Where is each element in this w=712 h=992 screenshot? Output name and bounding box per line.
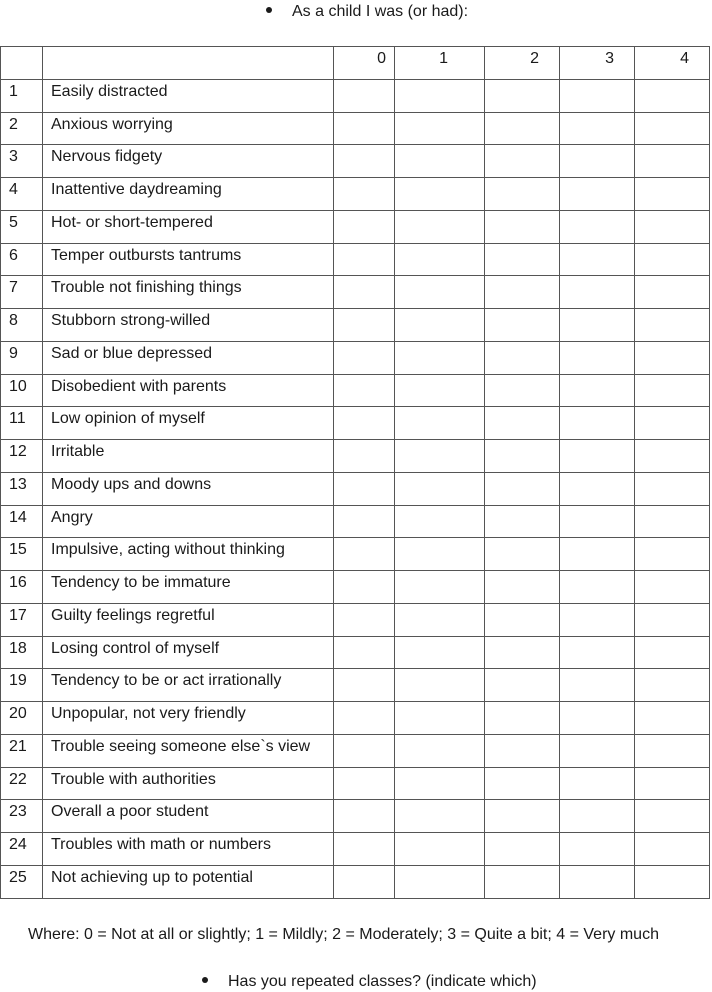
score-cell-0[interactable] bbox=[334, 374, 395, 407]
score-cell-3[interactable] bbox=[560, 210, 635, 243]
score-cell-4[interactable] bbox=[635, 341, 710, 374]
score-cell-0[interactable] bbox=[334, 440, 395, 473]
score-cell-3[interactable] bbox=[560, 669, 635, 702]
score-cell-2[interactable] bbox=[485, 407, 560, 440]
score-cell-3[interactable] bbox=[560, 800, 635, 833]
score-cell-0[interactable] bbox=[334, 79, 395, 112]
score-cell-2[interactable] bbox=[485, 440, 560, 473]
score-cell-3[interactable] bbox=[560, 309, 635, 342]
row-number: 11 bbox=[1, 407, 43, 440]
section-heading bbox=[266, 2, 468, 22]
table-row bbox=[1, 178, 710, 211]
row-item-label: Stubborn strong-willed bbox=[43, 309, 334, 342]
row-item-label: Moody ups and downs bbox=[43, 472, 334, 505]
score-cell-0[interactable] bbox=[334, 145, 395, 178]
row-item-label: Angry bbox=[43, 505, 334, 538]
score-cell-1[interactable] bbox=[395, 178, 485, 211]
row-item-label: Inattentive daydreaming bbox=[43, 178, 334, 211]
score-cell-3[interactable] bbox=[560, 276, 635, 309]
table-header-row bbox=[1, 47, 710, 80]
table-row bbox=[1, 505, 710, 538]
row-number: 15 bbox=[1, 538, 43, 571]
score-cell-0[interactable] bbox=[334, 702, 395, 735]
table-row bbox=[1, 145, 710, 178]
score-cell-3[interactable] bbox=[560, 538, 635, 571]
row-item-label: Troubles with math or numbers bbox=[43, 833, 334, 866]
header-num-cell bbox=[1, 47, 43, 80]
score-cell-1[interactable] bbox=[395, 374, 485, 407]
row-item-label: Impulsive, acting without thinking bbox=[43, 538, 334, 571]
row-number: 23 bbox=[1, 800, 43, 833]
row-number: 5 bbox=[1, 210, 43, 243]
row-number: 1 bbox=[1, 79, 43, 112]
score-cell-1[interactable] bbox=[395, 210, 485, 243]
score-cell-0[interactable] bbox=[334, 636, 395, 669]
row-number: 7 bbox=[1, 276, 43, 309]
table-row bbox=[1, 341, 710, 374]
row-item-label: Trouble seeing someone else`s view bbox=[43, 734, 334, 767]
score-cell-1[interactable] bbox=[395, 636, 485, 669]
score-cell-1[interactable] bbox=[395, 112, 485, 145]
row-number: 2 bbox=[1, 112, 43, 145]
row-item-label: Nervous fidgety bbox=[43, 145, 334, 178]
score-cell-2[interactable] bbox=[485, 309, 560, 342]
score-cell-1[interactable] bbox=[395, 243, 485, 276]
score-cell-2[interactable] bbox=[485, 79, 560, 112]
score-cell-0[interactable] bbox=[334, 865, 395, 898]
score-cell-4[interactable] bbox=[635, 833, 710, 866]
score-cell-3[interactable] bbox=[560, 440, 635, 473]
row-item-label: Anxious worrying bbox=[43, 112, 334, 145]
header-score-3: 3 bbox=[560, 47, 635, 80]
score-cell-0[interactable] bbox=[334, 210, 395, 243]
header-score-1: 1 bbox=[395, 47, 485, 80]
score-cell-2[interactable] bbox=[485, 538, 560, 571]
score-cell-0[interactable] bbox=[334, 505, 395, 538]
score-cell-1[interactable] bbox=[395, 472, 485, 505]
score-cell-3[interactable] bbox=[560, 79, 635, 112]
score-cell-2[interactable] bbox=[485, 833, 560, 866]
score-cell-1[interactable] bbox=[395, 341, 485, 374]
table-row bbox=[1, 833, 710, 866]
score-cell-3[interactable] bbox=[560, 472, 635, 505]
header-item-cell bbox=[43, 47, 334, 80]
score-cell-2[interactable] bbox=[485, 702, 560, 735]
score-cell-3[interactable] bbox=[560, 833, 635, 866]
score-cell-2[interactable] bbox=[485, 112, 560, 145]
score-cell-3[interactable] bbox=[560, 571, 635, 604]
score-cell-3[interactable] bbox=[560, 407, 635, 440]
row-number: 25 bbox=[1, 865, 43, 898]
score-cell-0[interactable] bbox=[334, 276, 395, 309]
score-cell-2[interactable] bbox=[485, 669, 560, 702]
score-cell-4[interactable] bbox=[635, 243, 710, 276]
score-cell-0[interactable] bbox=[334, 571, 395, 604]
table-row bbox=[1, 112, 710, 145]
row-item-label: Not achieving up to potential bbox=[43, 865, 334, 898]
row-item-label: Trouble with authorities bbox=[43, 767, 334, 800]
score-cell-2[interactable] bbox=[485, 603, 560, 636]
score-cell-1[interactable] bbox=[395, 440, 485, 473]
table-row bbox=[1, 243, 710, 276]
score-cell-2[interactable] bbox=[485, 374, 560, 407]
score-cell-0[interactable] bbox=[334, 669, 395, 702]
question-text: Has you repeated classes? (indicate which) bbox=[228, 973, 537, 990]
score-cell-3[interactable] bbox=[560, 603, 635, 636]
score-cell-0[interactable] bbox=[334, 309, 395, 342]
score-cell-0[interactable] bbox=[334, 538, 395, 571]
row-number: 9 bbox=[1, 341, 43, 374]
row-number: 16 bbox=[1, 571, 43, 604]
score-cell-2[interactable] bbox=[485, 865, 560, 898]
score-cell-1[interactable] bbox=[395, 145, 485, 178]
row-item-label: Temper outbursts tantrums bbox=[43, 243, 334, 276]
score-cell-4[interactable] bbox=[635, 734, 710, 767]
score-cell-0[interactable] bbox=[334, 833, 395, 866]
row-item-label: Guilty feelings regretful bbox=[43, 603, 334, 636]
row-number: 4 bbox=[1, 178, 43, 211]
row-number: 6 bbox=[1, 243, 43, 276]
score-cell-4[interactable] bbox=[635, 210, 710, 243]
score-cell-3[interactable] bbox=[560, 243, 635, 276]
score-cell-2[interactable] bbox=[485, 210, 560, 243]
score-cell-3[interactable] bbox=[560, 341, 635, 374]
row-item-label: Overall a poor student bbox=[43, 800, 334, 833]
score-cell-4[interactable] bbox=[635, 112, 710, 145]
score-cell-2[interactable] bbox=[485, 276, 560, 309]
score-cell-0[interactable] bbox=[334, 178, 395, 211]
score-cell-4[interactable] bbox=[635, 178, 710, 211]
score-cell-4[interactable] bbox=[635, 276, 710, 309]
score-cell-0[interactable] bbox=[334, 734, 395, 767]
score-cell-1[interactable] bbox=[395, 734, 485, 767]
score-cell-3[interactable] bbox=[560, 865, 635, 898]
row-number: 24 bbox=[1, 833, 43, 866]
score-cell-4[interactable] bbox=[635, 309, 710, 342]
row-item-label: Sad or blue depressed bbox=[43, 341, 334, 374]
score-cell-1[interactable] bbox=[395, 702, 485, 735]
score-cell-0[interactable] bbox=[334, 472, 395, 505]
score-cell-1[interactable] bbox=[395, 538, 485, 571]
score-cell-4[interactable] bbox=[635, 767, 710, 800]
score-cell-4[interactable] bbox=[635, 407, 710, 440]
score-cell-1[interactable] bbox=[395, 505, 485, 538]
table-row bbox=[1, 734, 710, 767]
score-cell-1[interactable] bbox=[395, 833, 485, 866]
score-cell-4[interactable] bbox=[635, 702, 710, 735]
row-number: 14 bbox=[1, 505, 43, 538]
row-number: 12 bbox=[1, 440, 43, 473]
table-row bbox=[1, 767, 710, 800]
table-row bbox=[1, 79, 710, 112]
score-cell-1[interactable] bbox=[395, 669, 485, 702]
score-cell-1[interactable] bbox=[395, 865, 485, 898]
score-cell-0[interactable] bbox=[334, 603, 395, 636]
table-row bbox=[1, 407, 710, 440]
score-cell-3[interactable] bbox=[560, 505, 635, 538]
rating-legend: Where: 0 = Not at all or slightly; 1 = Mildly; 2 = Moderately; 3 = Quite a bit; 4 = Very much bbox=[28, 926, 659, 943]
row-item-label: Irritable bbox=[43, 440, 334, 473]
score-cell-3[interactable] bbox=[560, 767, 635, 800]
row-item-label: Tendency to be or act irrationally bbox=[43, 669, 334, 702]
row-item-label: Hot- or short-tempered bbox=[43, 210, 334, 243]
score-cell-2[interactable] bbox=[485, 472, 560, 505]
score-cell-4[interactable] bbox=[635, 865, 710, 898]
score-cell-0[interactable] bbox=[334, 243, 395, 276]
score-cell-2[interactable] bbox=[485, 636, 560, 669]
score-cell-3[interactable] bbox=[560, 374, 635, 407]
row-number: 22 bbox=[1, 767, 43, 800]
score-cell-1[interactable] bbox=[395, 603, 485, 636]
score-cell-2[interactable] bbox=[485, 243, 560, 276]
score-cell-0[interactable] bbox=[334, 112, 395, 145]
table-row bbox=[1, 669, 710, 702]
table-row bbox=[1, 276, 710, 309]
row-item-label: Losing control of myself bbox=[43, 636, 334, 669]
score-cell-4[interactable] bbox=[635, 145, 710, 178]
score-cell-3[interactable] bbox=[560, 145, 635, 178]
row-number: 13 bbox=[1, 472, 43, 505]
header-score-0: 0 bbox=[334, 47, 395, 80]
score-cell-3[interactable] bbox=[560, 112, 635, 145]
score-cell-1[interactable] bbox=[395, 276, 485, 309]
row-number: 10 bbox=[1, 374, 43, 407]
score-cell-0[interactable] bbox=[334, 341, 395, 374]
score-cell-1[interactable] bbox=[395, 800, 485, 833]
bullet-icon bbox=[266, 7, 272, 13]
score-cell-0[interactable] bbox=[334, 800, 395, 833]
row-item-label: Unpopular, not very friendly bbox=[43, 702, 334, 735]
score-cell-4[interactable] bbox=[635, 800, 710, 833]
row-item-label: Low opinion of myself bbox=[43, 407, 334, 440]
table-row bbox=[1, 210, 710, 243]
score-cell-4[interactable] bbox=[635, 603, 710, 636]
row-number: 19 bbox=[1, 669, 43, 702]
score-cell-4[interactable] bbox=[635, 571, 710, 604]
table-row bbox=[1, 538, 710, 571]
row-number: 18 bbox=[1, 636, 43, 669]
table-row bbox=[1, 472, 710, 505]
row-item-label: Disobedient with parents bbox=[43, 374, 334, 407]
header-score-2: 2 bbox=[485, 47, 560, 80]
score-cell-1[interactable] bbox=[395, 79, 485, 112]
score-cell-4[interactable] bbox=[635, 374, 710, 407]
score-cell-2[interactable] bbox=[485, 505, 560, 538]
score-cell-4[interactable] bbox=[635, 440, 710, 473]
row-item-label: Easily distracted bbox=[43, 79, 334, 112]
row-number: 21 bbox=[1, 734, 43, 767]
row-number: 3 bbox=[1, 145, 43, 178]
score-cell-3[interactable] bbox=[560, 636, 635, 669]
table-row bbox=[1, 800, 710, 833]
score-cell-2[interactable] bbox=[485, 800, 560, 833]
table-row bbox=[1, 440, 710, 473]
score-cell-3[interactable] bbox=[560, 178, 635, 211]
rating-table bbox=[0, 46, 710, 899]
table-row bbox=[1, 702, 710, 735]
score-cell-0[interactable] bbox=[334, 767, 395, 800]
score-cell-2[interactable] bbox=[485, 734, 560, 767]
score-cell-2[interactable] bbox=[485, 767, 560, 800]
score-cell-3[interactable] bbox=[560, 734, 635, 767]
score-cell-1[interactable] bbox=[395, 571, 485, 604]
bullet-icon bbox=[202, 977, 208, 983]
score-cell-4[interactable] bbox=[635, 79, 710, 112]
score-cell-1[interactable] bbox=[395, 309, 485, 342]
row-number: 17 bbox=[1, 603, 43, 636]
score-cell-3[interactable] bbox=[560, 702, 635, 735]
row-number: 20 bbox=[1, 702, 43, 735]
repeated-classes-question bbox=[202, 972, 537, 992]
score-cell-2[interactable] bbox=[485, 571, 560, 604]
score-cell-2[interactable] bbox=[485, 341, 560, 374]
table-body bbox=[1, 79, 710, 898]
table-row bbox=[1, 865, 710, 898]
score-cell-4[interactable] bbox=[635, 472, 710, 505]
table-row bbox=[1, 603, 710, 636]
score-cell-1[interactable] bbox=[395, 407, 485, 440]
table-row bbox=[1, 636, 710, 669]
score-cell-2[interactable] bbox=[485, 145, 560, 178]
table-row bbox=[1, 374, 710, 407]
row-item-label: Trouble not finishing things bbox=[43, 276, 334, 309]
row-item-label: Tendency to be immature bbox=[43, 571, 334, 604]
table-row bbox=[1, 571, 710, 604]
score-cell-4[interactable] bbox=[635, 669, 710, 702]
section-heading-text: As a child I was (or had): bbox=[292, 3, 469, 20]
score-cell-4[interactable] bbox=[635, 505, 710, 538]
score-cell-4[interactable] bbox=[635, 636, 710, 669]
score-cell-2[interactable] bbox=[485, 178, 560, 211]
header-score-4: 4 bbox=[635, 47, 710, 80]
score-cell-1[interactable] bbox=[395, 767, 485, 800]
table-row bbox=[1, 309, 710, 342]
score-cell-0[interactable] bbox=[334, 407, 395, 440]
row-number: 8 bbox=[1, 309, 43, 342]
score-cell-4[interactable] bbox=[635, 538, 710, 571]
